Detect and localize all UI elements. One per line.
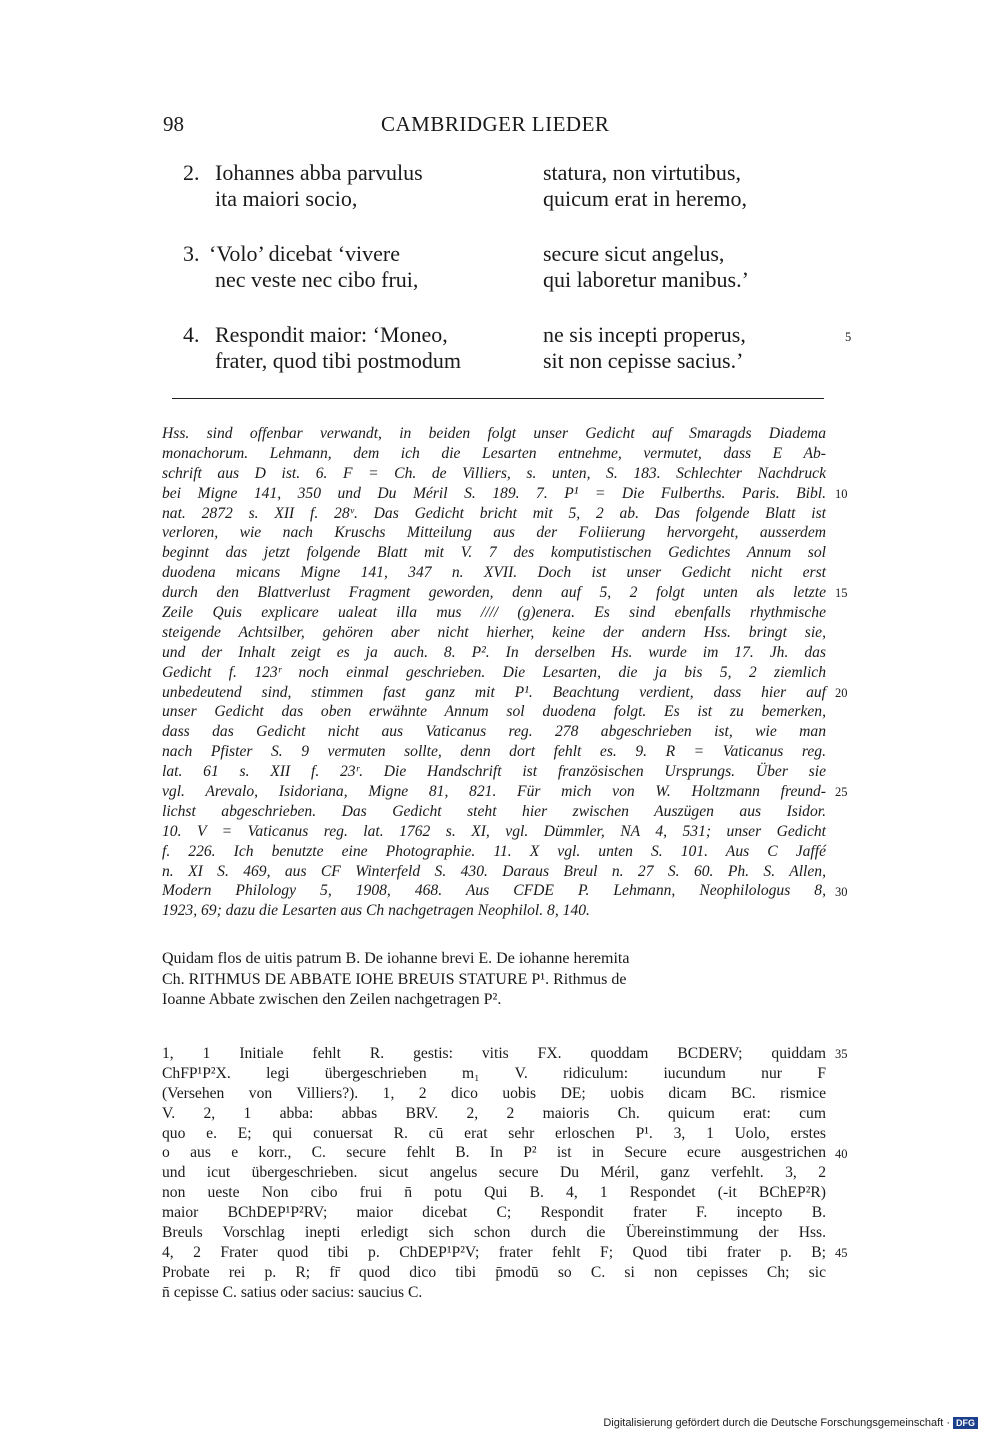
text-line: Breuls Vorschlag inepti erledigt sich schon durch die Übereinstimmung der Hss. [162,1224,826,1242]
text-line: Hss. sind offenbar verwandt, in beiden folgt unser Gedicht auf Smaragds Diadema [162,425,826,442]
line-number: 5 [845,330,852,344]
line-number: 45 [835,1246,848,1260]
manuscript-notes [162,424,826,921]
text-line: Modern Philology 5, 1908, 468. Aus CFDE P. Lehmann, Neophilologus 8, [162,882,826,900]
text-line: n̄ cepisse C. satius oder sacius: saucius C. [162,1283,423,1301]
text-line: Probate rei p. R; fr̄ quod dico tibi p̄modū so C. si non cepisses Ch; sic [162,1263,826,1281]
line-number: 15 [835,586,848,601]
stanza-number: 4. [183,322,200,347]
text-line: (Versehen von Villiers?). 1, 2 dico uobis DE; uobis dicam BC. rismice [162,1084,826,1102]
text-line: duodena micans Migne 141, 347 n. XVII. Doch ist unser Gedicht nicht erst [162,564,826,582]
verse-right: quicum erat in heremo, [543,186,748,211]
dfg-logo: DFG [953,1417,978,1429]
verse-left: ‘Volo’ dicebat ‘vivere [209,241,400,266]
verse-left: nec veste nec cibo frui, [215,267,419,292]
line-number: 25 [835,785,848,800]
text-line: dass das Gedicht nicht aus Vaticanus reg. 278 abgeschrieben ist, wie man [162,723,826,741]
stanza-number: 3. [183,241,200,266]
text-line: unbedeutend sind, stimmen fast ganz mit P¹. Beachtung verdient, dass hier auf [162,683,826,701]
line-number: 35 [835,1047,848,1061]
text-line: verloren, wie nach Kruschs Mitteilung aus der Foliierung hervorgeht, ausserdem [162,524,826,542]
text-line: n. XI S. 469, aus CF Winterfeld S. 430. Daraus Breul n. 27 S. 60. Ph. S. Allen, [162,862,826,880]
text-line: V. 2, 1 abba: abbas BRV. 2, 2 maioris Ch. quicum erat: cum [162,1104,826,1122]
text-line: f. 226. Ich benutzte eine Photographie. 11. X vgl. unten S. 101. Aus C Jaffé [162,842,826,860]
text-line: und icut übergeschrieben. sicut angelus secure Du Méril, ganz verfehlt. 3, 2 [162,1164,826,1182]
text-line: 4, 2 Frater quod tibi p. ChDEP¹P²V; frater fehlt F; Quod tibi frater p. B; [162,1243,826,1261]
verse-right: statura, non virtutibus, [543,160,741,185]
text-line: beginnt das jetzt folgende Blatt mit V. 7 des komputistischen Gedichtes Annum sol [162,544,826,562]
text-line: ChFP¹P²X. legi übergeschrieben m₁ V. ridiculum: iucundum nur F [162,1064,826,1082]
text-line: nat. 2872 s. XII f. 28ᵛ. Das Gedicht bricht mit 5, 2 ab. Das folgende Blatt ist [162,504,826,522]
text-line: lat. 61 s. XII f. 23ʳ. Die Handschrift ist französischen Ursprungs. Über sie [162,763,826,781]
text-line: maior BChDEP¹P²RV; maior dicebat C; Respondit frater F. incepto B. [162,1204,826,1222]
line-number: 40 [835,1146,848,1161]
text-line: steigende Achtsilber, gehören aber nicht hierher, keine der andern Hss. bringt sie, [162,623,826,641]
text-line: o aus e korr., C. secure fehlt B. In P² ist in Secure ecure ausgestrichen [162,1144,826,1162]
verse-left: frater, quod tibi postmodum [215,348,461,373]
verse-right: secure sicut angelus, [543,241,725,266]
stanza-number: 2. [183,160,200,185]
separator-rule [172,398,824,399]
text-line: und der Inhalt zeigt es ja auch. 8. P². In derselben Hs. wurde im 17. Jh. das [162,643,826,661]
text-line: vgl. Arevalo, Isidoriana, Migne 81, 821. Für mich von W. Holtzmann freund- [162,783,826,801]
line-number: 10 [835,486,848,501]
running-title: CAMBRIDGER LIEDER [381,112,610,136]
line-number: 20 [835,685,848,700]
title-variants [162,949,826,1011]
text-line: nach Pfister S. 9 vermuten sollte, denn dort fehlt es. 9. R = Vaticanus reg. [162,743,826,761]
footer-text: Digitalisierung gefördert durch die Deutsche Forschungsgemeinschaft · [603,1417,950,1429]
text-line: Quidam flos de uitis patrum B. De iohanne brevi E. De iohanne heremita [162,950,630,967]
text-line: non ueste Non cibo frui n̄ potu Qui B. 4, 1 Respondet (-it BChEP²R) [162,1184,826,1202]
text-line: 1, 1 Initiale fehlt R. gestis: vitis FX. quoddam BCDERV; quiddam [162,1045,826,1062]
footer-credit [603,1417,978,1429]
text-line: Ch. RITHMUS DE ABBATE IOHE BREUIS STATURE P¹. Rithmus de [162,970,627,988]
text-line: bei Migne 141, 350 und Du Méril S. 189. 7. P¹ = Die Fulberths. Paris. Bibl. [162,484,826,502]
verse-right: ne sis incepti properus, [543,322,746,347]
page-number: 98 [163,112,184,136]
text-line: monachorum. Lehmann, dem ich die Lesarten entnehme, vermutet, dass E Ab- [162,444,826,462]
text-line: Zeile Quis explicare ualeat illa mus //// (g)enera. Es sind ebenfalls rhythmische [162,604,826,622]
text-line: 10. V = Vaticanus reg. lat. 1762 s. XI, vgl. Dümmler, NA 4, 531; unser Gedicht [162,822,826,840]
verse-left: Respondit maior: ‘Moneo, [215,322,448,347]
critical-apparatus [162,1044,826,1303]
text-line: Gedicht f. 123ʳ noch einmal geschrieben. Die Lesarten, die ja bis 5, 2 ziemlich [162,663,826,681]
verse-right: qui laboretur manibus.’ [543,267,749,292]
verse-left: ita maiori socio, [215,186,358,211]
text-line: 1923, 69; dazu die Lesarten aus Ch nachgetragen Neophilol. 8, 140. [162,902,590,920]
line-number: 30 [835,884,848,899]
text-line: durch den Blattverlust Fragment geworden, denn auf 5, 2 folgt unten als letzte [162,584,826,602]
text-line: lichst abgeschrieben. Das Gedicht steht hier zwischen Auszügen aus Isidor. [162,802,826,820]
text-line: unser Gedicht das oben erwähnte Annum sol duodena folgt. Es ist zu bemerken, [162,703,826,721]
text-line: schrift aus D ist. 6. F = Ch. de Villiers, s. unten, S. 183. Schlechter Nachdruck [162,464,826,482]
verse-left: Iohannes abba parvulus [215,160,423,185]
verse-right: sit non cepisse sacius.’ [543,348,744,373]
text-line: Ioanne Abbate zwischen den Zeilen nachgetragen P². [162,991,502,1008]
text-line: quo e. E; qui conuersat R. cū erat sehr erloschen P¹. 3, 1 Uolo, erstes [162,1124,826,1142]
